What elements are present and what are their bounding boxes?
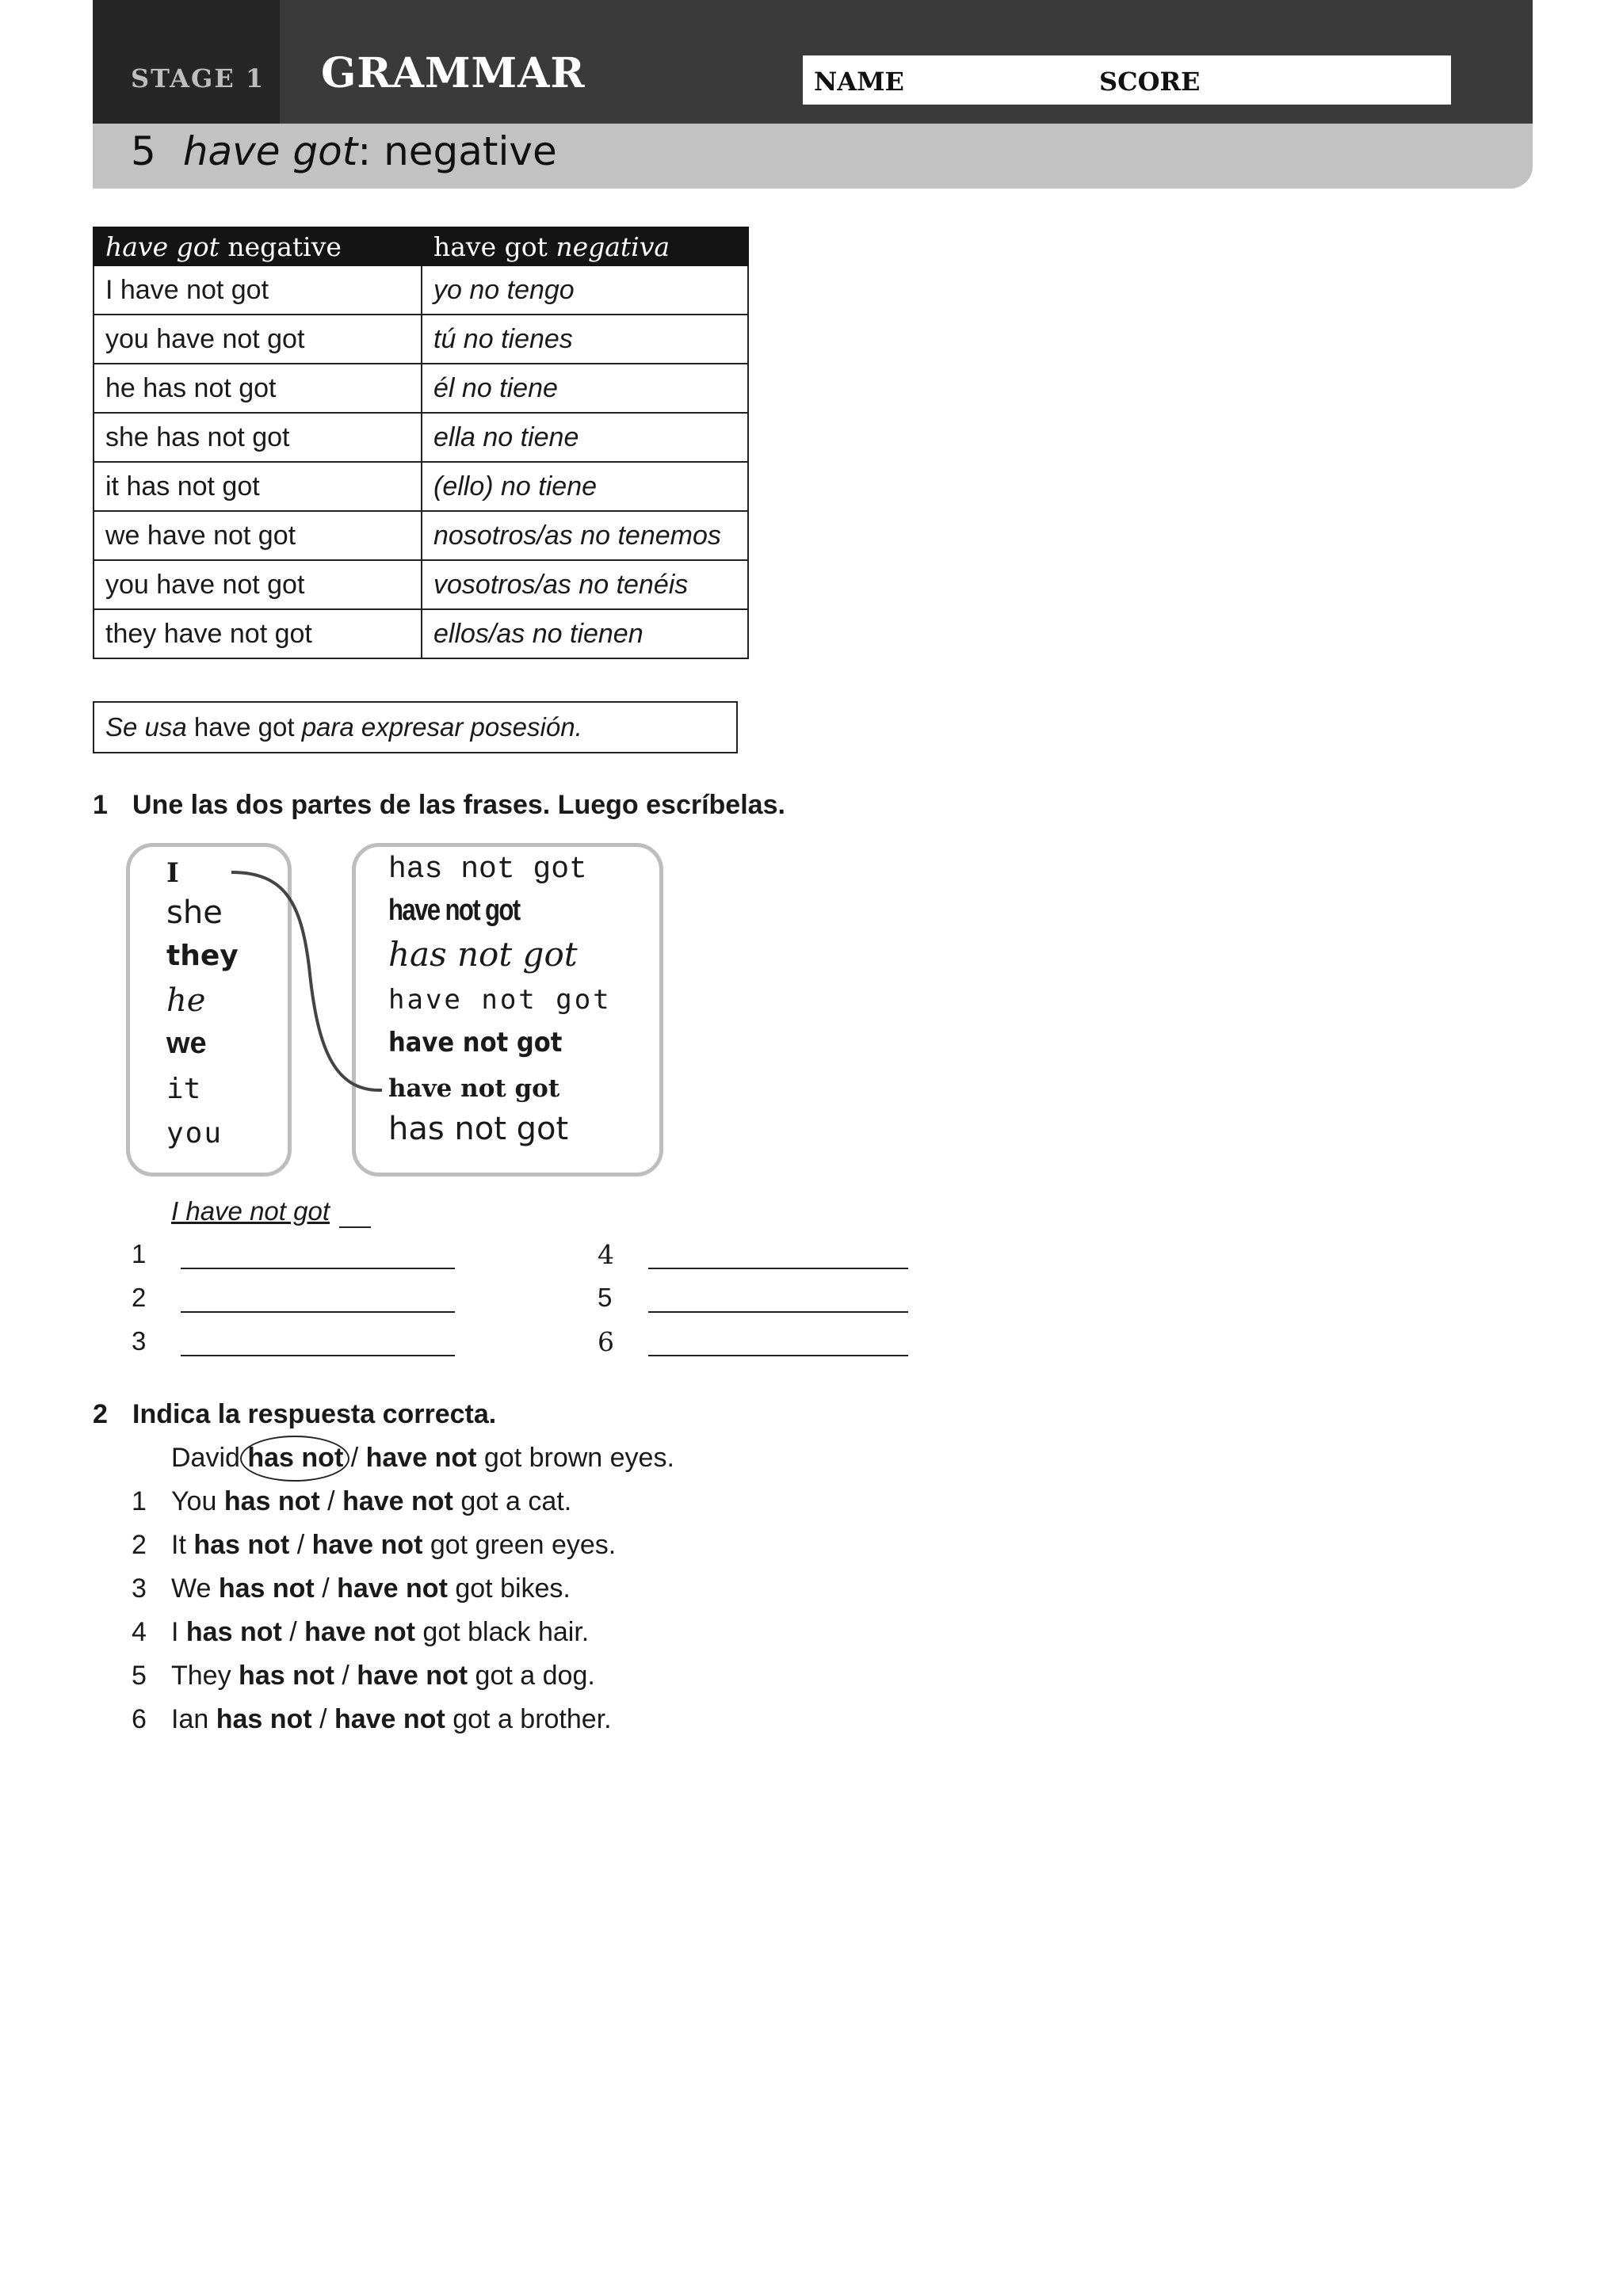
verb-phrase[interactable]: has not got	[388, 852, 587, 887]
english-form: you have not got	[94, 315, 422, 364]
option-separator: /	[334, 1661, 357, 1691]
subject-word[interactable]: I	[166, 857, 179, 889]
question-number: 3	[132, 1573, 147, 1604]
option-separator: /	[343, 1443, 366, 1473]
question-item	[132, 1661, 595, 1691]
answer-line[interactable]	[132, 1326, 146, 1356]
question-item	[132, 1486, 571, 1517]
answer-number: 2	[132, 1283, 147, 1312]
option-separator: /	[311, 1704, 334, 1734]
sentence-end: got a brother.	[445, 1704, 612, 1734]
option-separator: /	[289, 1530, 312, 1560]
question-number: 6	[132, 1704, 147, 1734]
exercise-number: 1	[93, 790, 108, 820]
option-has-not[interactable]: has not	[223, 1486, 320, 1516]
subject-word[interactable]: they	[166, 940, 239, 972]
sentence-subject: David	[171, 1443, 248, 1473]
english-form: we have not got	[94, 511, 422, 560]
answer-number: 4	[598, 1239, 614, 1270]
unit-title-italic: have got	[182, 128, 358, 174]
header-rest: negative	[219, 231, 342, 262]
verb-phrase[interactable]: have not got	[388, 894, 520, 927]
option-have-not[interactable]: have not	[337, 1573, 448, 1604]
score-label: SCORE	[1099, 67, 1201, 97]
english-form: she has not got	[94, 413, 422, 462]
exercise-number: 2	[93, 1399, 108, 1429]
sentence-subject: I	[171, 1617, 186, 1647]
answer-number: 6	[598, 1326, 614, 1357]
header-italic: have got	[105, 231, 220, 262]
note-italic: Se usa	[105, 712, 187, 742]
sentence-end: got green eyes.	[422, 1530, 617, 1560]
verb-phrase[interactable]: has not got	[388, 1111, 569, 1147]
answer-line[interactable]	[598, 1239, 614, 1270]
name-label: NAME	[814, 67, 904, 97]
exercise-instruction: Indica la respuesta correcta.	[132, 1399, 497, 1429]
subject-word[interactable]: it	[166, 1073, 201, 1105]
question-item	[132, 1704, 612, 1735]
english-form: they have not got	[94, 609, 422, 658]
sentence-end: got a dog.	[468, 1661, 595, 1691]
verb-phrase[interactable]: has not got	[388, 935, 578, 974]
exercise-instruction: Une las dos partes de las frases. Luego escríbelas.	[132, 790, 785, 820]
subject-word[interactable]: he	[166, 982, 206, 1019]
note-plain: have got	[186, 712, 302, 742]
question-number: 1	[132, 1486, 147, 1516]
sentence-subject: It	[171, 1530, 194, 1560]
unit-title-rest: : negative	[357, 128, 557, 174]
answer-circle	[240, 1436, 349, 1482]
sentence-subject: They	[171, 1661, 239, 1691]
question-item	[132, 1617, 589, 1648]
answer-line[interactable]	[132, 1283, 146, 1313]
stage-label: STAGE 1	[131, 63, 265, 93]
question-number: 5	[132, 1661, 147, 1691]
option-has-not[interactable]: has not	[193, 1530, 290, 1560]
sentence-end: got black hair.	[414, 1617, 590, 1647]
question-item	[132, 1573, 571, 1604]
spanish-form: nosotros/as no tenemos	[422, 511, 748, 560]
answer-number: 5	[598, 1283, 613, 1312]
english-form: he has not got	[94, 364, 422, 413]
option-have-not[interactable]: have not	[334, 1704, 445, 1734]
question-number: 2	[132, 1530, 147, 1560]
english-form: you have not got	[94, 560, 422, 609]
spanish-form: (ello) no tiene	[422, 462, 748, 511]
answer-number: 1	[132, 1239, 147, 1268]
option-has-not[interactable]: has not	[185, 1617, 282, 1647]
option-have-not[interactable]: have not	[304, 1617, 415, 1647]
spanish-form: él no tiene	[422, 364, 748, 413]
subject-word[interactable]: she	[166, 894, 223, 931]
sentence-subject: We	[171, 1573, 219, 1604]
note-italic: para expresar posesión.	[301, 712, 582, 742]
section-title: GRAMMAR	[321, 49, 586, 97]
spanish-form: yo no tengo	[422, 265, 748, 315]
option-have-not[interactable]: have not	[311, 1530, 423, 1560]
answer-number: 3	[132, 1326, 147, 1356]
verb-phrase[interactable]: have not got	[388, 1027, 563, 1058]
unit-number: 5	[131, 128, 156, 174]
question-item	[132, 1530, 616, 1561]
sentence-end: got brown eyes.	[476, 1443, 674, 1473]
spanish-form: ellos/as no tienen	[422, 609, 748, 658]
option-has-not[interactable]: has not	[247, 1443, 344, 1473]
option-has-not[interactable]: has not	[216, 1704, 312, 1734]
option-separator: /	[319, 1486, 343, 1516]
option-have-not[interactable]: have not	[365, 1443, 477, 1473]
answer-line[interactable]	[132, 1239, 146, 1269]
sentence-subject: Ian	[171, 1704, 216, 1734]
option-have-not[interactable]: have not	[342, 1486, 453, 1516]
spanish-form: vosotros/as no tenéis	[422, 560, 748, 609]
verb-phrase[interactable]: have not got	[388, 1074, 560, 1103]
verb-phrase[interactable]: have not got	[388, 984, 612, 1016]
option-has-not[interactable]: has not	[239, 1661, 334, 1691]
sentence-subject: You	[171, 1486, 224, 1516]
option-has-not[interactable]: has not	[218, 1573, 315, 1604]
header-italic: negativa	[556, 231, 670, 262]
option-separator: /	[281, 1617, 305, 1647]
english-form: it has not got	[94, 462, 422, 511]
answer-line[interactable]	[598, 1326, 614, 1357]
sentence-end: got a cat.	[453, 1486, 572, 1516]
english-form: I have not got	[94, 265, 422, 315]
example-answer: I have not got	[171, 1196, 330, 1226]
subject-word[interactable]: we	[166, 1027, 207, 1060]
sentence-end: got bikes.	[447, 1573, 571, 1604]
option-have-not[interactable]: have not	[357, 1661, 468, 1691]
header-plain: have got	[433, 231, 556, 262]
exercise-2-title	[93, 1399, 496, 1430]
question-number: 4	[132, 1617, 147, 1647]
spanish-form: ella no tiene	[422, 413, 748, 462]
answer-line[interactable]	[598, 1283, 612, 1313]
subject-word[interactable]: you	[166, 1117, 223, 1150]
option-separator: /	[314, 1573, 338, 1604]
spanish-form: tú no tienes	[422, 315, 748, 364]
